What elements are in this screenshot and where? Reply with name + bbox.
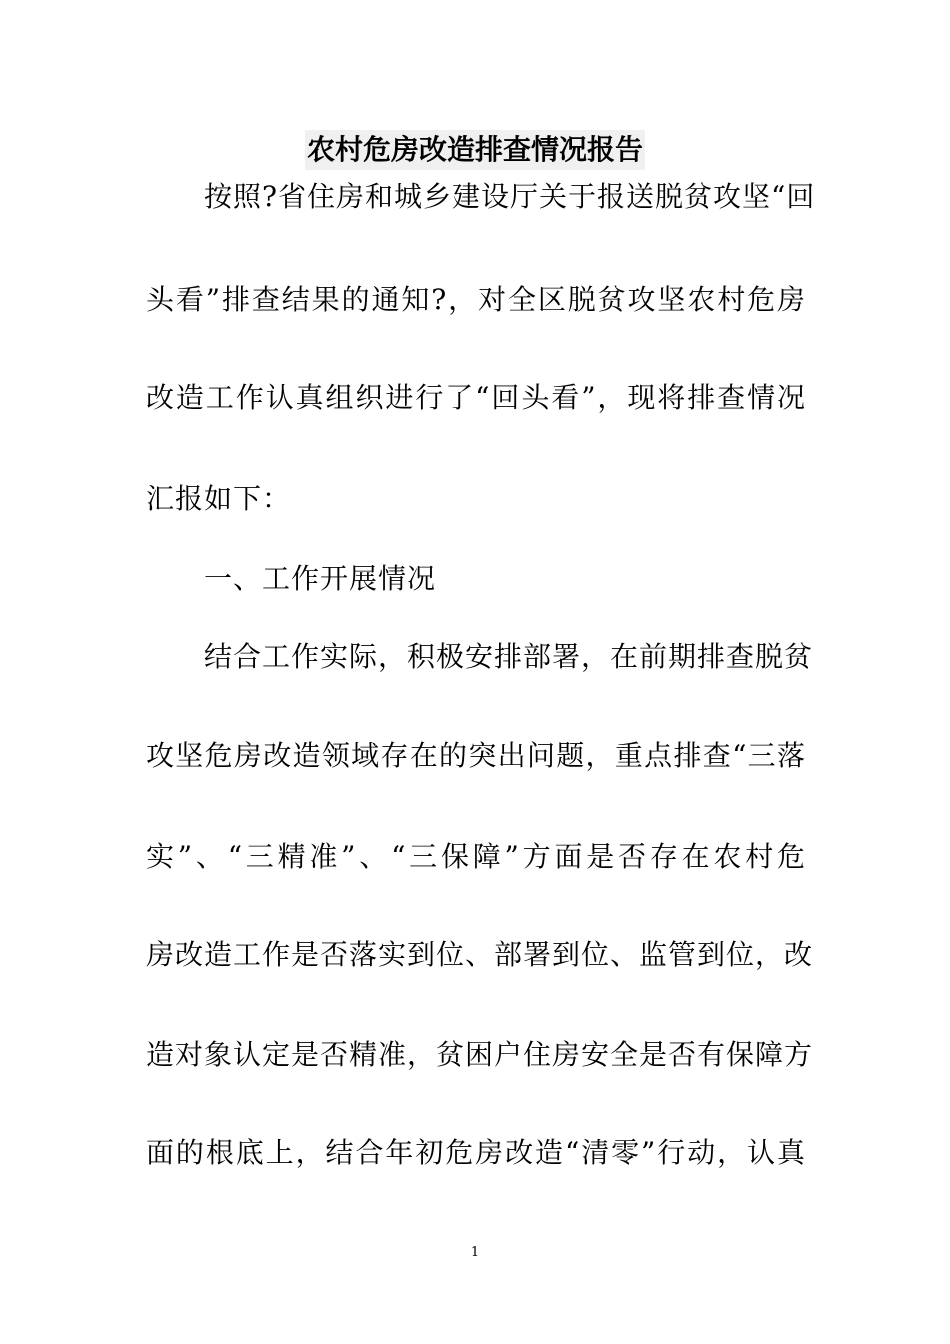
section-heading: 一、工作开展情况	[204, 562, 437, 595]
paragraph-line: 按照?省住房和城乡建设厅关于报送脱贫攻坚“回	[204, 180, 816, 213]
page-number: 1	[470, 1245, 480, 1260]
paragraph-line: 实”、“三精准”、“三保障”方面是否存在农村危	[146, 840, 806, 873]
paragraph-line: 结合工作实际，积极安排部署，在前期排查脱贫	[204, 640, 814, 673]
document-title: 农村危房改造排查情况报告	[305, 130, 645, 170]
paragraph-line: 攻坚危房改造领域存在的突出问题，重点排查“三落	[146, 739, 806, 772]
title-container	[0, 130, 950, 170]
paragraph-line: 改造工作认真组织进行了“回头看”，现将排查情况	[146, 381, 806, 414]
paragraph-line: 汇报如下：	[146, 482, 292, 515]
paragraph-line: 房改造工作是否落实到位、部署到位、监管到位，改	[146, 938, 814, 971]
paragraph-line: 造对象认定是否精准，贫困户住房安全是否有保障方	[146, 1038, 814, 1071]
paragraph-line: 头看”排查结果的通知?，对全区脱贫攻坚农村危房	[146, 283, 806, 316]
paragraph-line: 面的根底上，结合年初危房改造“清零”行动，认真	[146, 1136, 806, 1169]
